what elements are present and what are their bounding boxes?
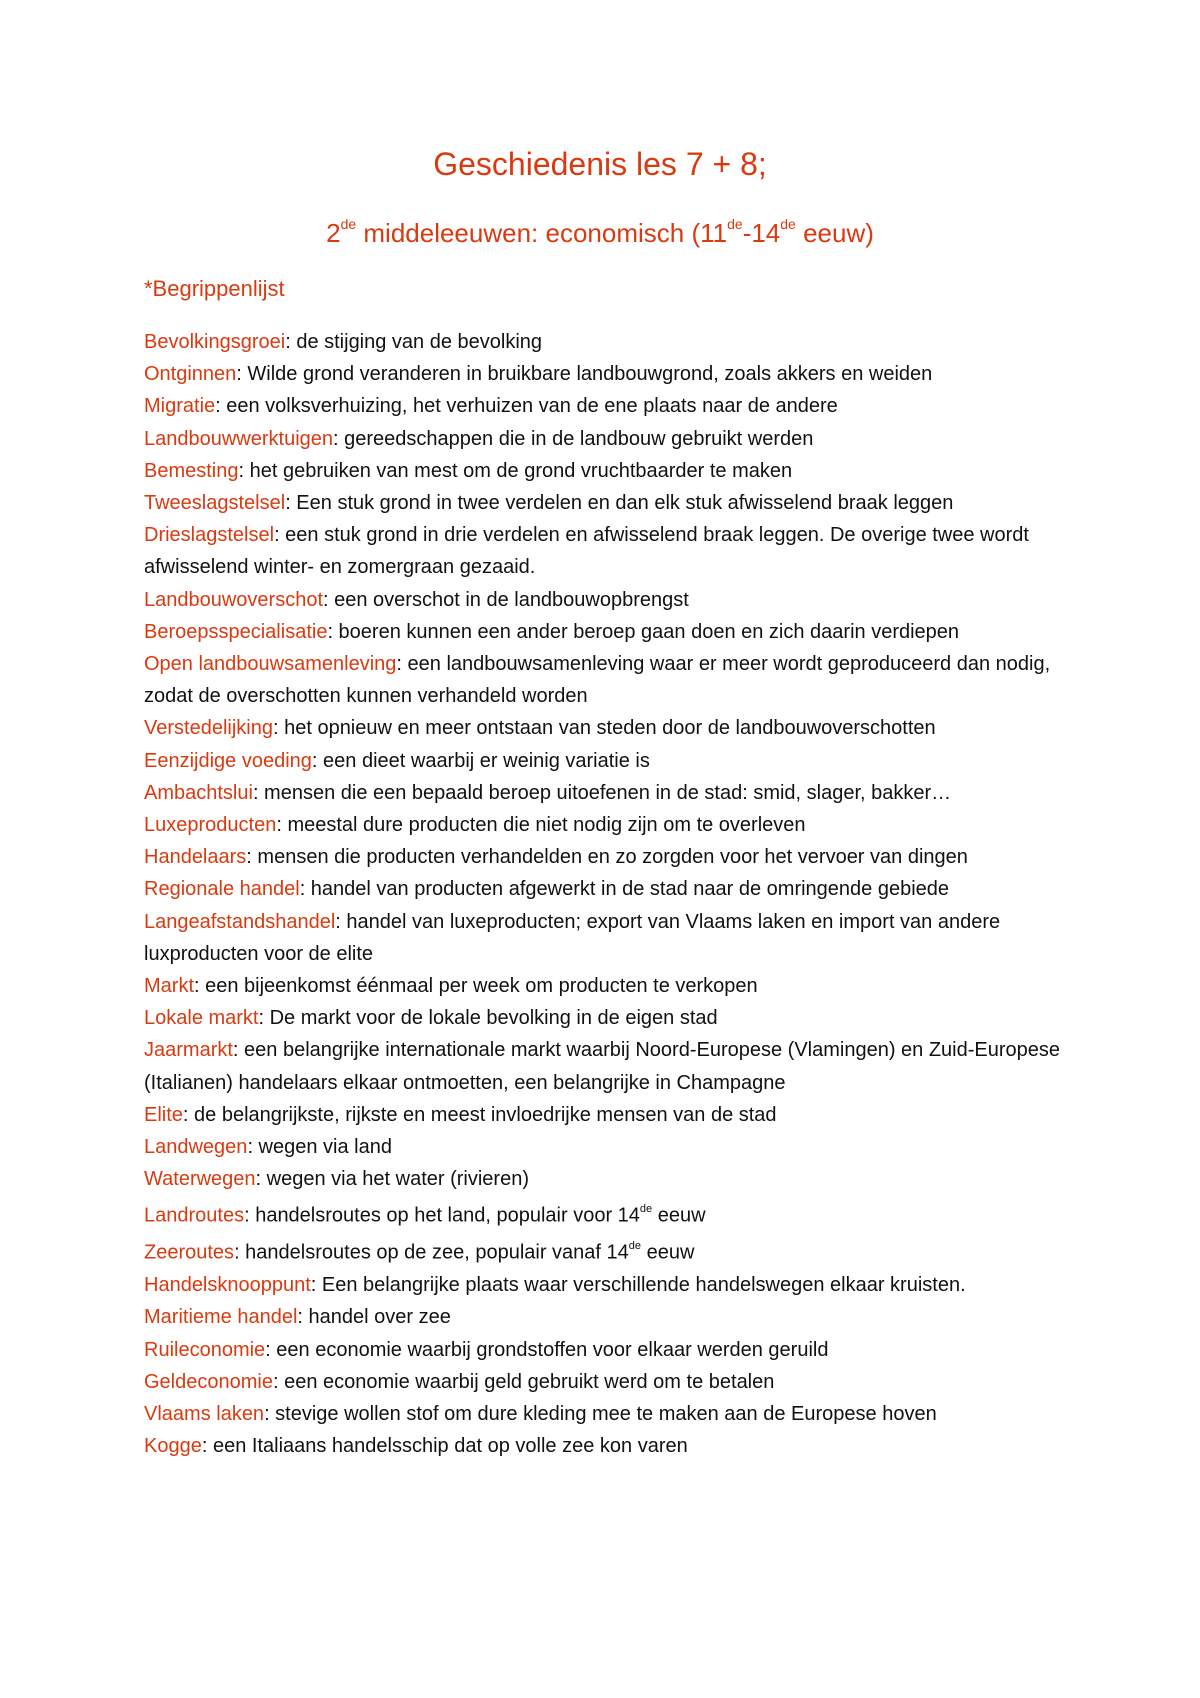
glossary-term: Tweeslagstelsel xyxy=(144,492,286,515)
glossary-definition: : het opnieuw en meer ontstaan van steden door de landbouwoverschotten xyxy=(272,717,936,740)
glossary-definition: : een landbouwsamenleving waar er meer wordt geproduceerd dan nodig, zodat de overschotten kunnen verhandeld worden xyxy=(144,653,1051,708)
subtitle-superscript: de xyxy=(727,216,743,233)
glossary-definition: : een stuk grond in drie verdelen en afwisselend braak leggen. De overige twee wordt afwisselend winter- en zomergraan gezaaid. xyxy=(144,524,1029,579)
glossary-entry xyxy=(144,487,1064,519)
glossary-term: Maritieme handel xyxy=(144,1306,298,1329)
glossary-term: Ruileconomie xyxy=(144,1338,266,1361)
glossary-definition: : handelsroutes op het land, populair voor 14 xyxy=(244,1205,640,1228)
glossary-term: Lokale markt xyxy=(144,1007,259,1030)
glossary-term: Landroutes xyxy=(144,1205,245,1228)
glossary-term: Elite xyxy=(144,1103,183,1126)
glossary-entry xyxy=(144,841,1064,873)
glossary-definition: : een dieet waarbij er weinig variatie is xyxy=(311,749,650,772)
glossary-definition: : een overschot in de landbouwopbrengst xyxy=(323,588,689,611)
glossary-definition: : de belangrijkste, rijkste en meest invloedrijke mensen van de stad xyxy=(182,1103,777,1126)
glossary-definition: : handelsroutes op de zee, populair vanaf 14 xyxy=(234,1242,629,1264)
subtitle-text: middeleeuwen: economisch (11 xyxy=(356,218,728,248)
glossary-definition: : een belangrijke internationale markt waarbij Noord-Europese (Vlamingen) en Zuid-Europese (Italianen) handelaars elkaar ontmoetten, een belangrijke in Champagne xyxy=(144,1039,1061,1094)
glossary-definition: : boeren kunnen een ander beroep gaan doen en zich daarin verdiepen xyxy=(327,620,960,643)
subtitle-text: -14 xyxy=(742,218,781,248)
glossary-entry xyxy=(144,1195,1064,1232)
glossary-definition: : het gebruiken van mest om de grond vruchtbaarder te maken xyxy=(238,459,793,482)
glossary-entry xyxy=(144,1366,1064,1398)
glossary-definition: : gereedschappen die in de landbouw gebruikt werden xyxy=(333,427,814,450)
subtitle-text: eeuw) xyxy=(795,218,874,248)
glossary-term: Handelsknooppunt xyxy=(144,1274,311,1297)
section-heading: *Begrippenlijst xyxy=(144,276,285,301)
glossary-entry xyxy=(144,1301,1064,1333)
glossary-entry xyxy=(144,1232,1064,1269)
subtitle-text: 2 xyxy=(326,218,341,248)
glossary-term: Langeafstandshandel xyxy=(144,910,336,933)
glossary-term: Jaarmarkt xyxy=(144,1039,233,1062)
glossary-entry xyxy=(144,1269,1064,1301)
glossary-entry xyxy=(144,616,1064,648)
glossary-entry xyxy=(144,455,1064,487)
glossary-entry xyxy=(144,809,1064,841)
glossary-entry xyxy=(144,1099,1064,1131)
glossary-term: Markt xyxy=(144,975,194,998)
glossary-term: Zeeroutes xyxy=(144,1242,235,1264)
glossary-definition: : stevige wollen stof om dure kleding mee te maken aan de Europese hoven xyxy=(264,1403,937,1426)
page-subtitle xyxy=(0,218,1200,249)
glossary-definition: : de stijging van de bevolking xyxy=(285,331,543,353)
glossary-term: Waterwegen xyxy=(144,1168,256,1191)
glossary-entry xyxy=(144,1131,1064,1163)
glossary-term: Ontginnen xyxy=(144,363,237,386)
glossary-term: Landbouwoverschot xyxy=(144,588,324,611)
glossary-term: Regionale handel xyxy=(144,878,300,901)
glossary-term: Migratie xyxy=(144,395,216,418)
glossary-definition: : wegen via land xyxy=(247,1136,392,1159)
glossary-superscript: de xyxy=(639,1203,653,1216)
glossary-entry xyxy=(144,1002,1064,1034)
glossary-definition: : een economie waarbij geld gebruikt werd om te betalen xyxy=(272,1370,775,1393)
glossary-entry xyxy=(144,970,1064,1002)
glossary-entry xyxy=(144,648,1064,712)
glossary-definition: : meestal dure producten die niet nodig zijn om te overleven xyxy=(276,814,806,837)
glossary-entry xyxy=(144,712,1064,744)
glossary-definition: : een economie waarbij grondstoffen voor elkaar werden geruild xyxy=(265,1338,829,1361)
glossary-definition: : wegen via het water (rivieren) xyxy=(255,1168,529,1191)
glossary-entry xyxy=(144,777,1064,809)
glossary-superscript: de xyxy=(628,1240,642,1253)
glossary-definition: : Een stuk grond in twee verdelen en dan elk stuk afwisselend braak leggen xyxy=(285,492,954,515)
glossary-entry xyxy=(144,1430,1064,1462)
glossary-entry xyxy=(144,519,1064,583)
glossary-term: Eenzijdige voeding xyxy=(144,749,312,772)
glossary-term: Landwegen xyxy=(144,1136,248,1159)
glossary-definition: : Een belangrijke plaats waar verschillende handelswegen elkaar kruisten. xyxy=(310,1274,966,1297)
glossary-term: Kogge xyxy=(144,1435,202,1458)
glossary-term: Geldeconomie xyxy=(144,1370,273,1393)
subtitle-superscript: de xyxy=(780,216,796,233)
glossary-term: Handelaars xyxy=(144,846,247,869)
glossary-entry xyxy=(144,745,1064,777)
glossary-term: Ambachtslui xyxy=(144,781,253,804)
glossary-entry xyxy=(144,873,1064,905)
glossary-definition: : een Italiaans handelsschip dat op volle zee kon varen xyxy=(201,1435,688,1458)
glossary-entry xyxy=(144,1398,1064,1430)
glossary-entry xyxy=(144,390,1064,422)
glossary-list xyxy=(144,326,1064,1462)
glossary-entry xyxy=(144,1334,1064,1366)
glossary-term: Vlaams laken xyxy=(144,1403,265,1426)
glossary-definition: : mensen die producten verhandelden en zo zorgden voor het vervoer van dingen xyxy=(246,846,968,869)
glossary-entry xyxy=(144,1163,1064,1195)
glossary-term: Bevolkingsgroei xyxy=(144,331,286,353)
page-title: Geschiedenis les 7 + 8; xyxy=(433,146,767,182)
glossary-definition: : handel over zee xyxy=(297,1306,451,1329)
glossary-term: Drieslagstelsel xyxy=(144,524,275,547)
glossary-term: Verstedelijking xyxy=(144,717,273,740)
glossary-definition: : een volksverhuizing, het verhuizen van de ene plaats naar de andere xyxy=(215,395,838,418)
glossary-entry xyxy=(144,584,1064,616)
glossary-entry xyxy=(144,1034,1064,1098)
glossary-term: Bemesting xyxy=(144,459,239,482)
glossary-term: Beroepsspecialisatie xyxy=(144,620,328,643)
glossary-entry xyxy=(144,423,1064,455)
glossary-entry xyxy=(144,358,1064,390)
glossary-definition: : een bijeenkomst éénmaal per week om producten te verkopen xyxy=(194,975,758,998)
glossary-term: Landbouwwerktuigen xyxy=(144,427,334,450)
glossary-term: Open landbouwsamenleving xyxy=(144,653,397,676)
glossary-definition: : Wilde grond veranderen in bruikbare landbouwgrond, zoals akkers en weiden xyxy=(236,363,933,386)
glossary-definition-continued: eeuw xyxy=(641,1242,695,1264)
glossary-definition: : mensen die een bepaald beroep uitoefenen in de stad: smid, slager, bakker… xyxy=(252,781,952,804)
glossary-entry xyxy=(144,326,1064,358)
glossary-definition: : handel van luxeproducten; export van Vlaams laken en import van andere luxproducten voor de elite xyxy=(144,910,1001,965)
glossary-definition: : De markt voor de lokale bevolking in de eigen stad xyxy=(258,1007,718,1030)
glossary-definition: : handel van producten afgewerkt in de stad naar de omringende gebiede xyxy=(299,878,950,901)
subtitle-superscript: de xyxy=(340,216,357,233)
glossary-entry xyxy=(144,906,1064,970)
glossary-term: Luxeproducten xyxy=(144,814,277,837)
glossary-definition-continued: eeuw xyxy=(652,1205,706,1228)
